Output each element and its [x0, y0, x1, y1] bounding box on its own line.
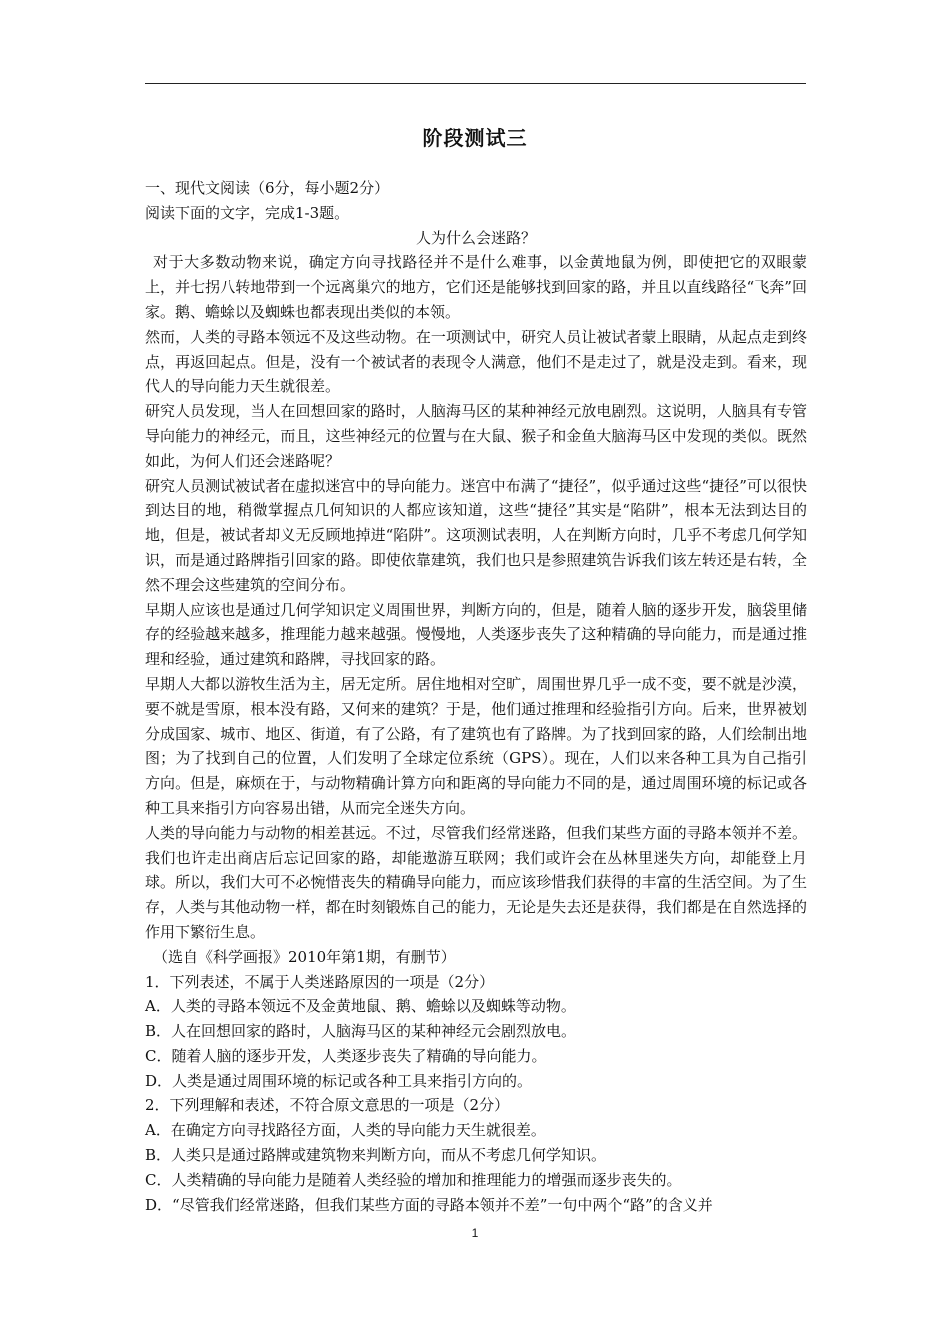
question-option: C．人类精确的导向能力是随着人类经验的增加和推理能力的增强而逐步丧失的。: [145, 1170, 682, 1189]
instruction-text: 阅读下面的文字，完成1-3题。: [145, 203, 350, 222]
question-stem: 1．下列表述，不属于人类迷路原因的一项是（2分）: [145, 972, 495, 991]
question-stem: 2．下列理解和表述，不符合原文意思的一项是（2分）: [145, 1096, 510, 1115]
article-paragraph: 研究人员测试被试者在虚拟迷宫中的导向能力。迷宫中布满了“捷径”，似乎通过这些“捷径”可以很快到达目的地，稍微掌握点几何知识的人都应该知道，这些“捷径”其实是“陷阱”，根本无法到达目的地，但是，被试者却义无反顾地掉进“陷阱”。这项测试表明，人在判断方向时，几乎不考虑几何学知识，而是通过路牌指引回家的路。即使依靠建筑，我们也只是参照建筑告诉我们该左转还是右转，全然不理会这些建筑的空间分布。: [145, 476, 807, 594]
header-rule: [145, 83, 806, 84]
article-paragraph: 早期人大都以游牧生活为主，居无定所。居住地相对空旷，周围世界几乎一成不变，要不就是沙漠，要不就是雪原，根本没有路，又何来的建筑？于是，他们通过推理和经验指引方向。后来，世界被划分成国家、城市、地区、街道，有了公路，有了建筑也有了路牌。为了找到回家的路，人们绘制出地图；为了找到自己的位置，人们发明了全球定位系统（GPS）。现在，人们以来各种工具为自己指引方向。但是，麻烦在于，与动物精确计算方向和距离的导向能力不同的是，通过周围环境的标记或各种工具来指引方向容易出错，从而完全迷失方向。: [145, 674, 807, 817]
question-option: B．人在回想回家的路时，人脑海马区的某种神经元会剧烈放电。: [145, 1022, 577, 1041]
question-option: D．“尽管我们经常迷路，但我们某些方面的寻路本领并不差”一句中两个“路”的含义并: [145, 1195, 713, 1214]
question-option: A．在确定方向寻找路径方面，人类的导向能力天生就很差。: [145, 1121, 546, 1140]
article-paragraph: 对于大多数动物来说，确定方向寻找路径并不是什么难事，以金黄地鼠为例，即使把它的双眼蒙上，并七拐八转地带到一个远离巢穴的地方，它们还是能够找到回家的路，并且以直线路径“飞奔”回家。鹅、蟾蜍以及蜘蛛也都表现出类似的本领。: [145, 253, 807, 321]
question-option: A．人类的寻路本领远不及金黄地鼠、鹅、蟾蜍以及蜘蛛等动物。: [145, 997, 576, 1016]
page-number: 1: [471, 1226, 479, 1240]
question-option: D．人类是通过周围环境的标记或各种工具来指引方向的。: [145, 1071, 533, 1090]
question-option: B．人类只是通过路牌或建筑物来判断方向，而从不考虑几何学知识。: [145, 1146, 607, 1165]
article-paragraph: 人类的导向能力与动物的相差甚远。不过，尽管我们经常迷路，但我们某些方面的寻路本领并不差。我们也许走出商店后忘记回家的路，却能遨游互联网；我们或许会在丛林里迷失方向，却能登上月球。所以，我们大可不必惋惜丧失的精确导向能力，而应该珍惜我们获得的丰富的生活空间。为了生存，人类与其他动物一样，都在时刻锻炼自己的能力，无论是失去还是获得，我们都是在自然选择的作用下繁衍生息。: [145, 823, 807, 941]
article-paragraph: 研究人员发现，当人在回想回家的路时，人脑海马区的某种神经元放电剧烈。这说明，人脑具有专管导向能力的神经元，而且，这些神经元的位置与在大鼠、猴子和金鱼大脑海马区中发现的类似。既然如此，为何人们还会迷路呢？: [145, 402, 807, 470]
article-source: （选自《科学画报》2010年第1期，有删节）: [153, 947, 456, 966]
page-title: 阶段测试三: [422, 126, 528, 150]
article-title: 人为什么会迷路？: [415, 228, 536, 247]
question-option: C．随着人脑的逐步开发，人类逐步丧失了精确的导向能力。: [145, 1046, 547, 1065]
section-heading: 一、现代文阅读（6分，每小题2分）: [145, 179, 390, 197]
document-body: [145, 176, 807, 1217]
article-paragraph: 早期人应该也是通过几何学知识定义周围世界，判断方向的，但是，随着人脑的逐步开发，脑袋里储存的经验越来越多，推理能力越来越强。慢慢地，人类逐步丧失了这种精确的导向能力，而是通过推理和经验，通过建筑和路牌，寻找回家的路。: [145, 600, 807, 669]
article-paragraph: 然而，人类的寻路本领远不及这些动物。在一项测试中，研究人员让被试者蒙上眼睛，从起点走到终点，再返回起点。但是，没有一个被试者的表现令人满意，他们不是走过了，就是没走到。看来，现代人的导向能力天生就很差。: [145, 327, 807, 396]
